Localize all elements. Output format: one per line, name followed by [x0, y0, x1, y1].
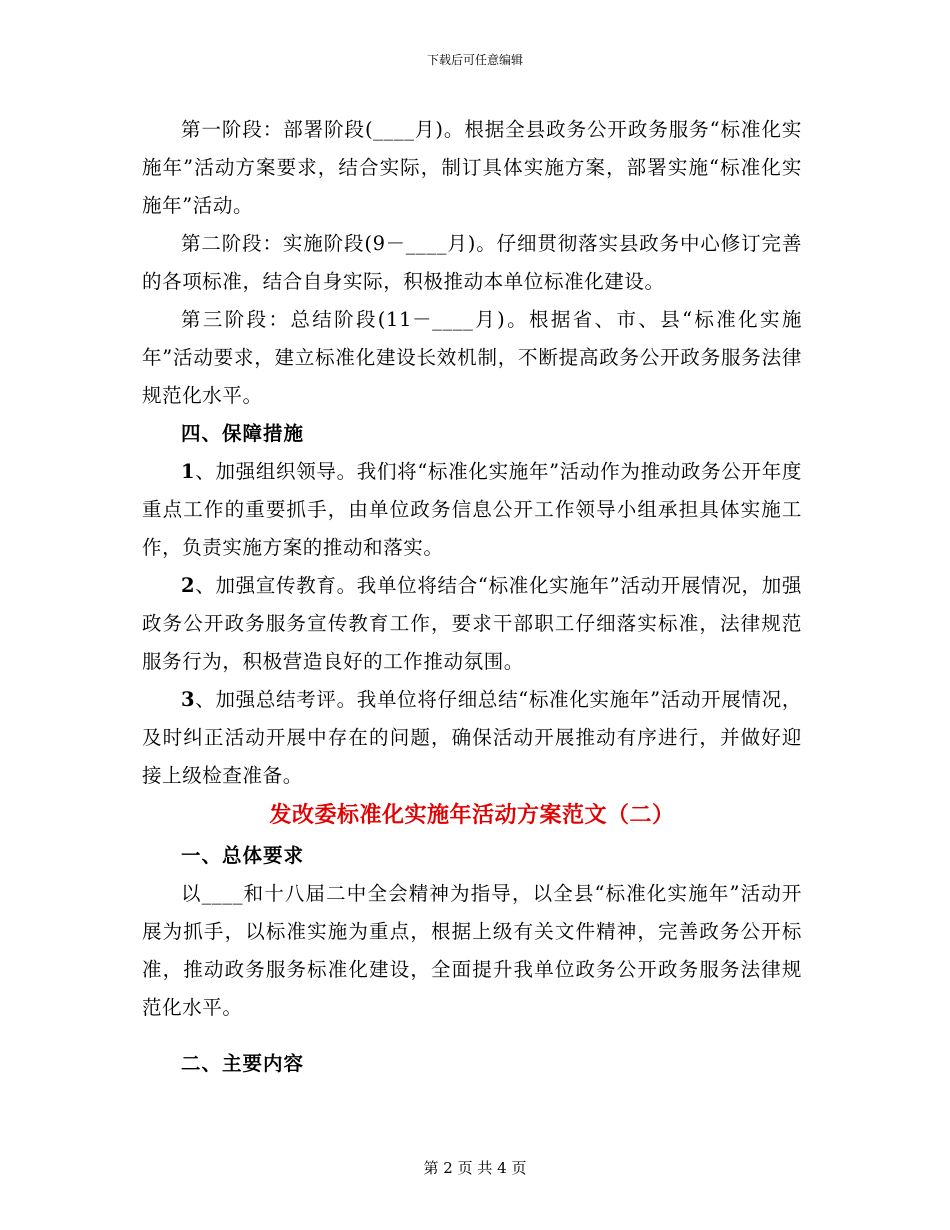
section-heading-general-requirements: 一、总体要求 — [181, 844, 305, 867]
measure-1-number: 1 — [181, 460, 196, 483]
measure-2-text: 、加强宣传教育。我单位将结合“标准化实施年”活动开展情况，加强政务公开政务服务宣传教育工作，要求干部职工仔细落实标准，法律规范服务行为，积极营造良好的工作推动氛围。 — [142, 574, 802, 673]
measure-2-number: 2 — [181, 574, 196, 597]
document-body — [142, 111, 802, 1083]
measure-3-text: 、加强总结考评。我单位将仔细总结“标准化实施年”活动开展情况，及时纠正活动开展中存在的问题，确保活动开展推动有序进行，并做好迎接上级检查准备。 — [142, 688, 802, 787]
measure-3-number: 3 — [181, 688, 196, 711]
section-heading-safeguards: 四、保障措施 — [181, 422, 305, 445]
document-title: 发改委标准化实施年活动方案范文（二） — [269, 803, 675, 828]
measure-3-paragraph — [142, 681, 802, 795]
measure-2-paragraph — [142, 567, 802, 681]
measure-1-text: 、加强组织领导。我们将“标准化实施年”活动作为推动政务公开年度重点工作的重要抓手，由单位政务信息公开工作领导小组承担具体实施工作，负责实施方案的推动和落实。 — [142, 460, 802, 559]
general-requirements-paragraph: 以____和十八届二中全会精神为指导，以全县“标准化实施年”活动开展为抓手，以标准实施为重点，根据上级有关文件精神，完善政务公开标准，推动政务服务标准化建设，全面提升我单位政务公开政务服务法律规范化水平。 — [142, 882, 802, 1019]
section-heading-main-content: 二、主要内容 — [181, 1052, 305, 1075]
page-number-footer: 第 2 页 共 4 页 — [423, 1159, 527, 1177]
stage-three-paragraph: 第三阶段：总结阶段(11－____月)。根据省、市、县“标准化实施年”活动要求，建立标准化建设长效机制，不断提高政务公开政务服务法律规范化水平。 — [142, 308, 802, 407]
stage-one-paragraph: 第一阶段：部署阶段(____月)。根据全县政务公开政务服务“标准化实施年”活动方案要求，结合实际，制订具体实施方案，部署实施“标准化实施年”活动。 — [142, 118, 802, 217]
page-header: 下载后可任意编辑 — [426, 53, 523, 67]
stage-two-paragraph: 第二阶段：实施阶段(9－____月)。仔细贯彻落实县政务中心修订完善的各项标准，结合自身实际，积极推动本单位标准化建设。 — [142, 232, 802, 293]
measure-1-paragraph — [142, 453, 802, 567]
